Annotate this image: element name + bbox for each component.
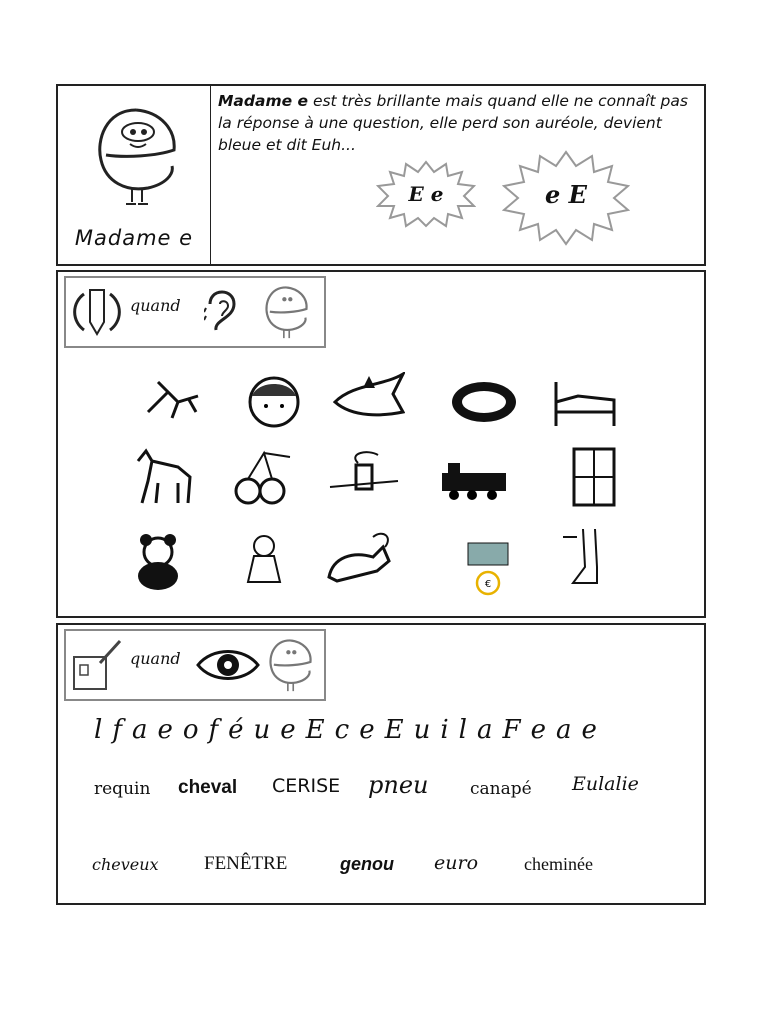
picture-loup bbox=[323, 527, 395, 587]
intro-rest: est très brillante mais quand elle ne connaît pas la réponse à une question, elle perd son auréole, devient bleue et dit Euh... bbox=[218, 92, 688, 154]
letter: o bbox=[182, 715, 201, 745]
letter: e bbox=[359, 715, 377, 745]
word-genou: genou bbox=[340, 854, 394, 874]
letter: u bbox=[413, 715, 433, 745]
listen-cue-word: quand bbox=[130, 296, 181, 315]
picture-requin bbox=[138, 372, 210, 432]
word-cheval: cheval bbox=[178, 777, 238, 798]
picture-euro bbox=[458, 537, 530, 597]
letter: c bbox=[334, 715, 352, 745]
eye-icon bbox=[196, 645, 260, 685]
letter: a bbox=[477, 715, 495, 745]
ear-icon bbox=[204, 290, 244, 336]
letter: f bbox=[112, 715, 124, 745]
letter: E bbox=[384, 715, 406, 745]
picture-cheveux bbox=[238, 372, 310, 432]
letter: e bbox=[280, 715, 298, 745]
letter: e bbox=[581, 715, 599, 745]
letter: i bbox=[440, 715, 451, 745]
mascot-name: Madame e bbox=[74, 226, 194, 250]
letter: f bbox=[208, 715, 221, 745]
read-box bbox=[56, 623, 706, 905]
picture-cerises bbox=[228, 447, 300, 507]
picture-cheminee bbox=[328, 447, 400, 507]
letter: l bbox=[94, 715, 105, 745]
word-requin: requin bbox=[94, 779, 151, 799]
picture-canape bbox=[548, 372, 620, 432]
burst-2-text: e E bbox=[545, 180, 587, 209]
picture-cheval bbox=[128, 447, 200, 507]
letter: l bbox=[458, 715, 469, 745]
picture-fenetre bbox=[558, 447, 630, 507]
picture-panda bbox=[128, 532, 200, 592]
word-eulalie: Eulalie bbox=[572, 773, 639, 795]
picture-train bbox=[438, 447, 510, 507]
madame-e-small-icon bbox=[258, 282, 314, 344]
madame-e-mascot-icon bbox=[86, 100, 186, 215]
read-cue bbox=[64, 629, 326, 701]
letter: e bbox=[530, 715, 548, 745]
pencil-circle-icon bbox=[70, 284, 124, 340]
picture-requin-2 bbox=[333, 372, 405, 432]
picture-pneu bbox=[448, 372, 520, 432]
letter: é bbox=[228, 715, 246, 745]
letter: a bbox=[131, 715, 150, 745]
letter-row bbox=[94, 715, 694, 745]
letter: u bbox=[253, 715, 273, 745]
burst-2 bbox=[502, 150, 630, 246]
madame-e-small-icon-2 bbox=[262, 635, 318, 697]
letter: a bbox=[555, 715, 574, 745]
intro-text bbox=[218, 90, 704, 156]
writing-pad-icon bbox=[70, 637, 124, 693]
intro-box bbox=[56, 84, 706, 266]
intro-bold: Madame e bbox=[218, 92, 309, 110]
intro-divider bbox=[210, 86, 211, 264]
letter: E bbox=[305, 715, 327, 745]
listen-cue bbox=[64, 276, 326, 348]
svg-text:€: € bbox=[484, 579, 492, 590]
word-cheminee: cheminée bbox=[524, 854, 593, 874]
letter: e bbox=[157, 715, 175, 745]
read-cue-word: quand bbox=[130, 649, 181, 668]
listen-box bbox=[56, 270, 706, 618]
word-cheveux: cheveux bbox=[92, 855, 159, 874]
word-fenetre: FENÊTRE bbox=[204, 853, 288, 874]
picture-poupee bbox=[228, 532, 300, 592]
burst-1 bbox=[376, 160, 476, 228]
picture-genou bbox=[553, 527, 625, 587]
word-euro: euro bbox=[434, 852, 479, 874]
burst-1-text: E e bbox=[408, 182, 444, 206]
word-pneu: pneu bbox=[368, 771, 429, 799]
letter: F bbox=[502, 715, 523, 745]
word-canape: canapé bbox=[470, 779, 532, 799]
word-cerise: CERISE bbox=[272, 775, 341, 797]
